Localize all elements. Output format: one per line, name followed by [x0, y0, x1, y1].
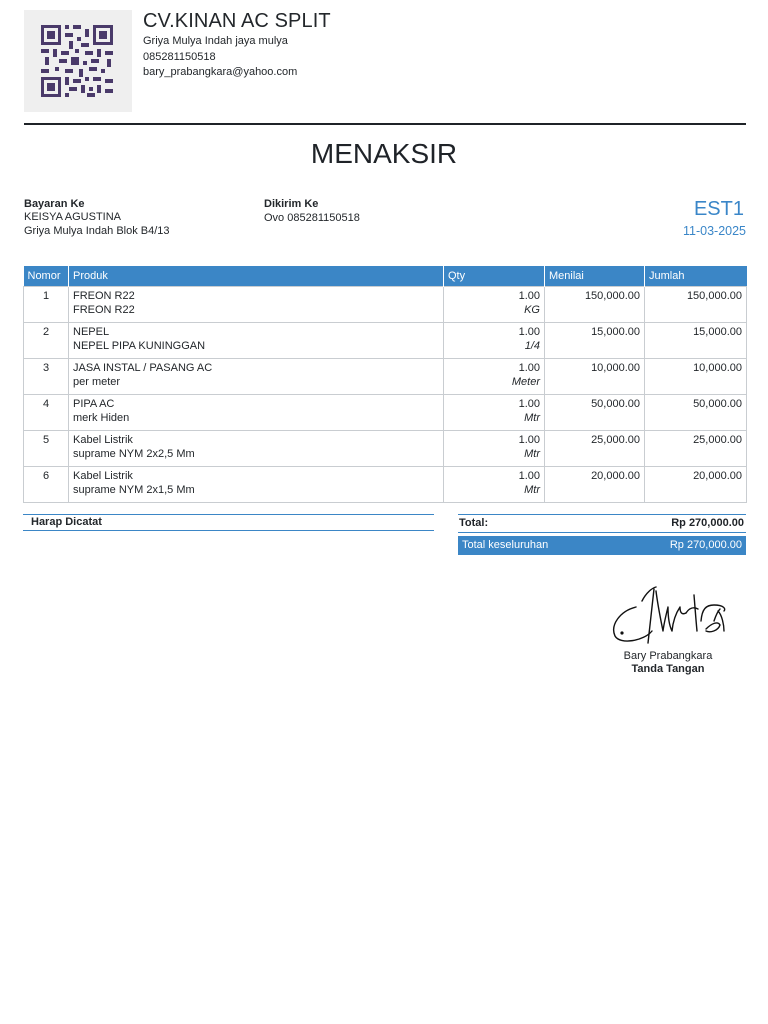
row-number: 4	[24, 395, 69, 431]
row-number: 2	[24, 323, 69, 359]
table-row	[24, 467, 747, 503]
header-divider	[24, 123, 746, 125]
row-rate: 10,000.00	[545, 359, 645, 395]
row-qty	[444, 359, 545, 395]
row-qty	[444, 395, 545, 431]
product-name: PIPA AC	[73, 398, 115, 410]
estimate-number: EST1	[693, 198, 744, 220]
row-qty	[444, 323, 545, 359]
bill-to-label: Bayaran Ke	[24, 198, 85, 210]
row-amount: 20,000.00	[645, 467, 747, 503]
qty-unit: Meter	[511, 376, 540, 388]
product-name: NEPEL	[73, 326, 110, 338]
items-table	[23, 266, 747, 503]
company-email: bary_prabangkara@yahoo.com	[143, 66, 298, 78]
product-name: Kabel Listrik	[73, 434, 133, 446]
header-produk: Produk	[69, 266, 444, 287]
table-row	[24, 287, 747, 323]
qr-code-icon	[41, 25, 115, 97]
qty-value: 1.00	[518, 326, 540, 338]
row-product	[69, 395, 444, 431]
header-qty: Qty	[444, 266, 545, 287]
estimate-date: 11-03-2025	[682, 224, 746, 238]
row-amount: 10,000.00	[645, 359, 747, 395]
row-qty	[444, 431, 545, 467]
ship-to-label: Dikirim Ke	[264, 198, 319, 210]
company-phone: 085281150518	[143, 51, 216, 63]
product-name: Kabel Listrik	[73, 470, 133, 482]
qty-value: 1.00	[518, 290, 540, 302]
ship-to-value: Ovo 085281150518	[264, 212, 360, 224]
table-row	[24, 323, 747, 359]
row-amount: 50,000.00	[645, 395, 747, 431]
row-product	[69, 287, 444, 323]
signature-image	[606, 585, 734, 647]
company-address: Griya Mulya Indah jaya mulya	[143, 35, 288, 47]
notes-label: Harap Dicatat	[31, 516, 102, 528]
product-description: merk Hiden	[73, 412, 130, 424]
row-number: 6	[24, 467, 69, 503]
table-row	[24, 431, 747, 467]
row-rate: 25,000.00	[545, 431, 645, 467]
row-rate: 15,000.00	[545, 323, 645, 359]
row-product	[69, 359, 444, 395]
qty-unit: Mtr	[524, 448, 540, 460]
header-menilai: Menilai	[545, 266, 645, 287]
bill-to-address: Griya Mulya Indah Blok B4/13	[24, 225, 170, 237]
totals-top-line	[458, 514, 746, 515]
product-description: NEPEL PIPA KUNINGGAN	[73, 340, 206, 352]
row-product	[69, 467, 444, 503]
qty-value: 1.00	[518, 470, 540, 482]
row-amount: 25,000.00	[645, 431, 747, 467]
qty-value: 1.00	[518, 434, 540, 446]
row-rate: 150,000.00	[545, 287, 645, 323]
table-row	[24, 359, 747, 395]
notes-bottom-line	[23, 530, 434, 531]
row-product	[69, 323, 444, 359]
total-label: Total:	[459, 517, 489, 529]
document-title: MENAKSIR	[310, 138, 458, 169]
qty-value: 1.00	[518, 362, 540, 374]
product-description: per meter	[73, 376, 121, 388]
product-description: suprame NYM 2x1,5 Mm	[73, 484, 195, 496]
qr-code	[24, 10, 132, 112]
header-jumlah: Jumlah	[645, 266, 747, 287]
grand-total-label: Total keseluruhan	[462, 539, 549, 551]
row-rate: 50,000.00	[545, 395, 645, 431]
row-amount: 15,000.00	[645, 323, 747, 359]
company-name: CV.KINAN AC SPLIT	[143, 10, 331, 32]
row-number: 3	[24, 359, 69, 395]
qty-unit: Mtr	[524, 484, 540, 496]
row-qty	[444, 467, 545, 503]
signatory-name: Bary Prabangkara	[623, 650, 713, 662]
table-row	[24, 395, 747, 431]
product-description: suprame NYM 2x2,5 Mm	[73, 448, 195, 460]
signature-label: Tanda Tangan	[631, 663, 705, 675]
qty-value: 1.00	[518, 398, 540, 410]
bill-to-name: KEISYA AGUSTINA	[24, 211, 121, 223]
row-number: 1	[24, 287, 69, 323]
product-name: JASA INSTAL / PASANG AC	[73, 362, 213, 374]
row-qty	[444, 287, 545, 323]
qty-unit: 1/4	[524, 340, 540, 352]
header-nomor: Nomor	[24, 266, 69, 287]
qty-unit: Mtr	[524, 412, 540, 424]
qty-unit: KG	[524, 304, 540, 316]
row-rate: 20,000.00	[545, 467, 645, 503]
row-number: 5	[24, 431, 69, 467]
table-header-row	[24, 266, 747, 287]
product-description: FREON R22	[73, 304, 135, 316]
totals-divider	[458, 532, 746, 533]
product-name: FREON R22	[73, 290, 135, 302]
total-value: Rp 270,000.00	[671, 517, 744, 529]
grand-total-value: Rp 270,000.00	[669, 539, 742, 551]
row-amount: 150,000.00	[645, 287, 747, 323]
row-product	[69, 431, 444, 467]
notes-top-line	[23, 514, 434, 515]
